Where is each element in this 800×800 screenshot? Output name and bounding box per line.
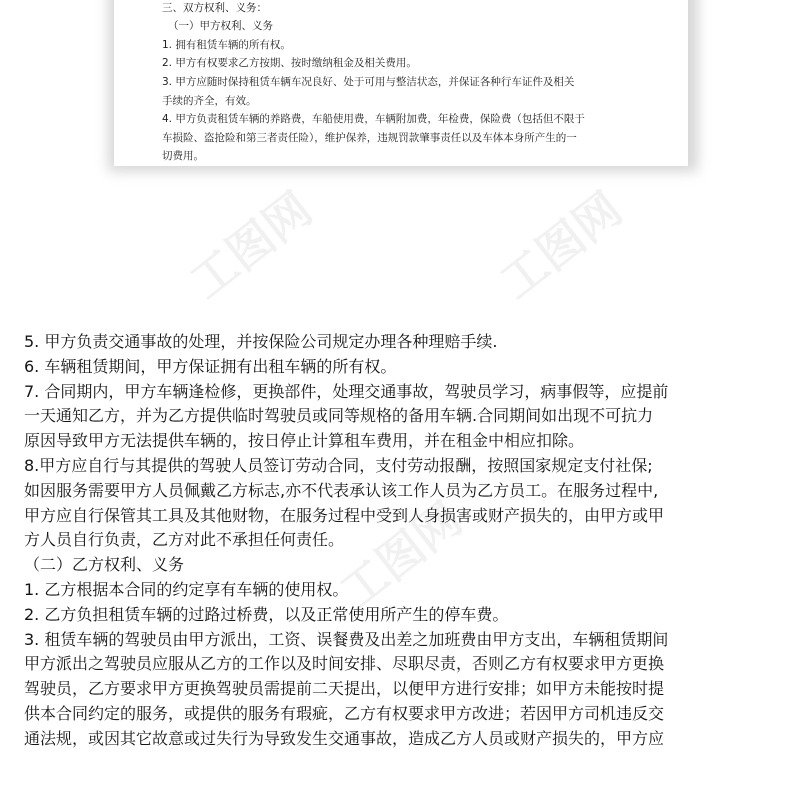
clause-line: 方人员自行负责，乙方对此不承担任何责任。 (24, 530, 345, 550)
preview-line: （一）甲方权利、义务 (168, 20, 273, 33)
clause-line: 甲方派出之驾驶员应服从乙方的工作以及时间安排、尽职尽责，否则乙方有权要求甲方更换 (24, 654, 665, 674)
clause-line: 8.甲方应自行与其提供的驾驶人员签订劳动合同，支付劳动报酬，按照国家规定支付社保; (24, 455, 653, 475)
preview-line: 1. 拥有租赁车辆的所有权。 (162, 38, 291, 51)
watermark: 工图网 (489, 181, 632, 310)
section-heading: （二）乙方权利、义务 (24, 555, 185, 575)
contract-body-text (24, 330, 784, 752)
preview-line: 3. 甲方应随时保持租赁车辆车况良好、处于可用与整洁状态，并保证各种行车证件及相关 (162, 75, 575, 88)
clause-line: 原因导致甲方无法提供车辆的，按日停止计算租车费用，并在租金中相应扣除。 (24, 431, 585, 451)
preview-line: 手续的齐全，有效。 (162, 94, 257, 107)
clause-line: 甲方应自行保管其工具及其他财物，在服务过程中受到人身损害或财产损失的，由甲方或甲 (24, 505, 665, 525)
clause-line: 一天通知乙方，并为乙方提供临时驾驶员或同等规格的备用车辆.合同期间如出现不可抗力 (24, 406, 654, 426)
watermark: 工图网 (179, 181, 322, 310)
clause-line: 3. 租赁车辆的驾驶员由甲方派出，工资、误餐费及出差之加班费由甲方支出，车辆租赁期间 (24, 629, 669, 649)
preview-text (162, 0, 662, 166)
preview-line: 2. 甲方有权要求乙方按期、按时缴纳租金及相关费用。 (162, 57, 417, 70)
clause-line: 7. 合同期内，甲方车辆逢检修，更换部件，处理交通事故，驾驶员学习，病事假等，应提前 (24, 381, 669, 401)
document-preview-card (114, 0, 688, 166)
clause-line: 1. 乙方根据本合同的约定享有车辆的使用权。 (24, 579, 349, 599)
preview-line: 三、双方权利、义务： (162, 1, 267, 14)
watermark: 工图网 (329, 491, 472, 620)
clause-line: 供本合同约定的服务，或提供的服务有瑕疵，乙方有权要求甲方改进；若因甲方司机违反交 (24, 703, 665, 723)
clause-line: 5. 甲方负责交通事故的处理，并按保险公司规定办理各种理赔手续. (24, 332, 498, 351)
preview-line: 4. 甲方负责租赁车辆的养路费，车船使用费，车辆附加费，年检费，保险费（包括但不限于 (162, 113, 585, 126)
preview-line: 车损险、盗抢险和第三者责任险），维护保养，违规罚款肇事责任以及车体本身所产生的一 (162, 131, 577, 144)
clause-line: 如因服务需要甲方人员佩戴乙方标志,亦不代表承认该工作人员为乙方员工。在服务过程中, (24, 480, 659, 500)
clause-line: 通法规，或因其它故意或过失行为导致发生交通事故，造成乙方人员或财产损失的，甲方应 (24, 728, 665, 748)
preview-line: 切费用。 (162, 150, 204, 163)
clause-line: 2. 乙方负担租赁车辆的过路过桥费，以及正常使用所产生的停车费。 (24, 604, 509, 624)
clause-line: 驾驶员，乙方要求甲方更换驾驶员需提前二天提出，以便甲方进行安排；如甲方未能按时提 (24, 679, 665, 699)
clause-line: 6. 车辆租赁期间，甲方保证拥有出租车辆的所有权。 (24, 356, 397, 376)
